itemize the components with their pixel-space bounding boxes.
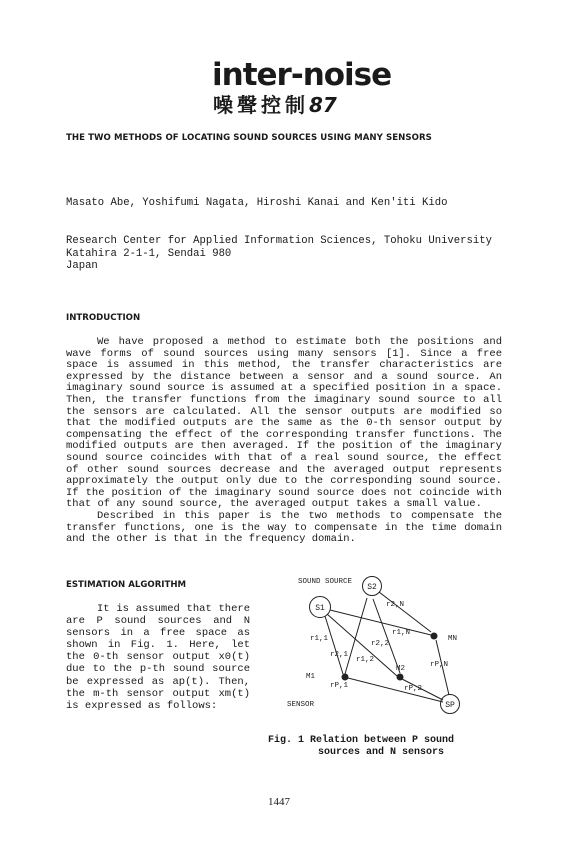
node-label-m1: M1 <box>306 673 316 681</box>
logo-subtitle <box>213 93 337 117</box>
node-label-m2: M2 <box>396 665 406 673</box>
paragraph: It is assumed that there are P sound sources and N sensors in a free space as shown in Fig. 1. Here, let the 0-th sensor output x0(t) due to the p-th sound source be expressed as ap(t). Then, the m-th sensor output xm(t) is expressed as follows: <box>66 603 250 712</box>
node-label-mn: MN <box>448 635 458 643</box>
edge-label-rp2: rP,2 <box>404 685 423 693</box>
logo-year: 87 <box>309 93 337 117</box>
edge-label-r12: r1,2 <box>356 656 375 664</box>
page-number: 1447 <box>268 796 290 808</box>
edge-label-r11: r1,1 <box>310 635 329 643</box>
section-heading-estimation: ESTIMATION ALGORITHM <box>66 580 187 590</box>
node-label-sp: SP <box>445 701 455 710</box>
affiliation <box>66 235 492 273</box>
inter-noise-logo: inter-noise <box>212 57 392 93</box>
estimation-body <box>66 603 250 712</box>
affiliation-line: Katahira 2-1-1, Sendai 980 <box>66 247 232 260</box>
figure-1 <box>280 574 480 729</box>
label-sound-source: SOUND SOURCE <box>298 578 353 586</box>
affiliation-line: Japan <box>66 260 98 272</box>
edge-sp-m1 <box>348 678 443 702</box>
caption-line: Fig. 1 Relation between P sound <box>268 735 455 746</box>
paragraph: We have proposed a method to estimate both the positions and wave forms of sound sources using many sensors [1]. Since a free space is assumed in this method, the transfer characteristics are expressed by the distance between a sensor and a sound source. An imaginary sound source is assumed at a specified position in a space. Then, the transfer functions from the imaginary sound source to all the sensors are calculated. All the sensor outputs are modified so that the modified outputs are the same as the 0-th sensor output by compensating the effect of the corresponding transfer functions. The modified outputs are then averaged. If the position of the imaginary sound source coincides with that of a real sound source, the effect of other sound sources decrease and the averaged output represents approximately the output only due to the corresponding sound source. If the position of the imaginary sound source does not coincide with that of any sound source, the averaged output takes a small value. <box>66 336 502 511</box>
figure-caption <box>268 735 454 759</box>
edge-s2-mn <box>379 592 431 632</box>
introduction-body <box>66 337 502 546</box>
edge-label-r1n: r1,N <box>392 629 411 637</box>
paper-title: THE TWO METHODS OF LOCATING SOUND SOURCES USING MANY SENSORS <box>66 133 432 143</box>
edge-s1-mn <box>330 610 431 635</box>
edge-s1-m1 <box>325 616 343 674</box>
edge-label-rpn: rP,N <box>430 661 449 669</box>
authors: Masato Abe, Yoshifumi Nagata, Hiroshi Kanai and Ken'iti Kido <box>66 197 448 209</box>
paragraph: Described in this paper is the two methods to compensate the transfer functions, one is the way to compensate in the time domain and the other is that in the frequency domain. <box>66 509 502 546</box>
logo-cjk-text: 噪聲控制 <box>213 93 309 117</box>
edge-label-r21: r2,1 <box>330 651 349 659</box>
label-sensor: SENSOR <box>287 701 315 709</box>
edge-label-rp1: rP,1 <box>330 682 349 690</box>
sensor-m2 <box>397 674 404 681</box>
edge-label-r2n: r2,N <box>386 601 405 609</box>
node-label-s2: S2 <box>367 583 377 592</box>
affiliation-line: Research Center for Applied Information Sciences, Tohoku University <box>66 235 492 247</box>
caption-line: sources and N sensors <box>318 747 445 758</box>
sensor-m1 <box>342 674 349 681</box>
sensor-mn <box>431 633 438 640</box>
section-heading-introduction: INTRODUCTION <box>66 313 141 323</box>
figure-1-diagram <box>280 574 480 724</box>
edge-label-r22: r2,2 <box>371 640 390 648</box>
node-label-s1: S1 <box>315 604 325 613</box>
